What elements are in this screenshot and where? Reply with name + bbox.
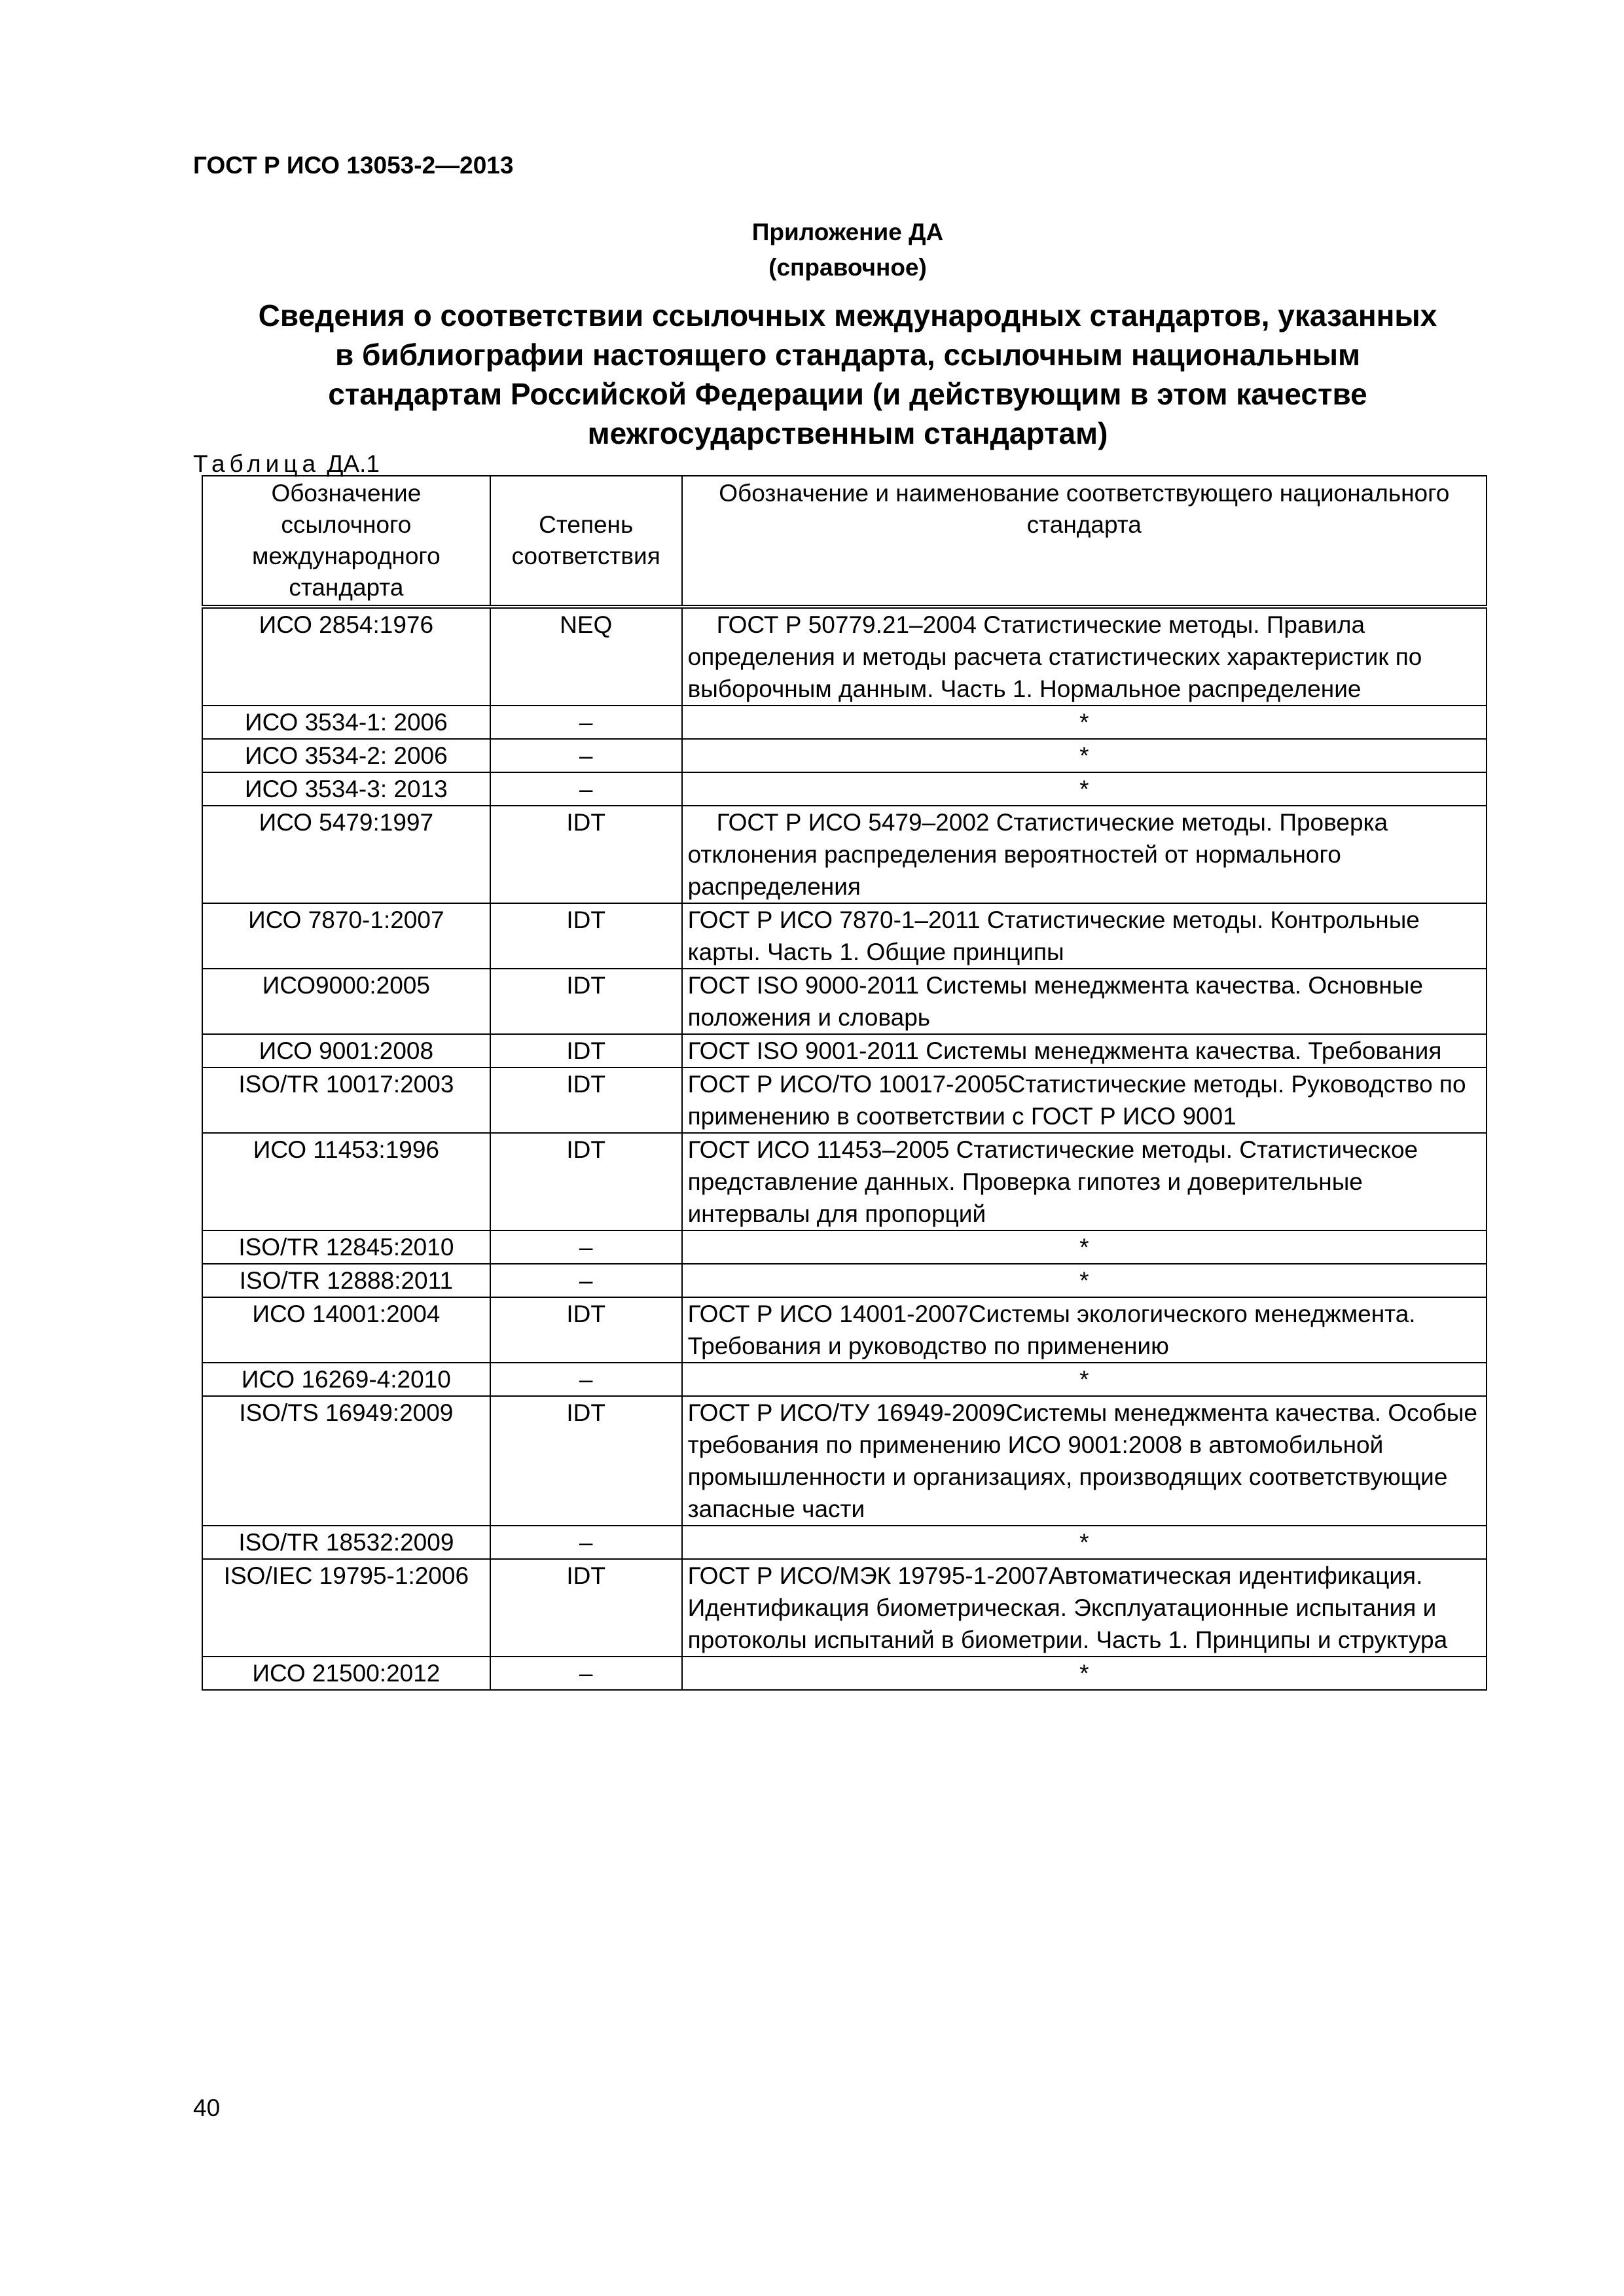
cell-international-designation: ИСО 14001:2004 (202, 1297, 490, 1363)
standard-code-header: ГОСТ Р ИСО 13053-2—2013 (193, 152, 514, 179)
cell-degree-of-correspondence: – (490, 1230, 682, 1264)
cell-degree-of-correspondence: IDT (490, 1396, 682, 1526)
cell-international-designation: ИСО 7870-1:2007 (202, 903, 490, 969)
correspondence-table (202, 475, 1487, 1691)
cell-degree-of-correspondence: – (490, 1363, 682, 1396)
cell-national-standard: * (682, 1657, 1487, 1690)
table-row (202, 1526, 1487, 1559)
cell-international-designation: ИСО 5479:1997 (202, 806, 490, 903)
cell-national-standard: ГОСТ Р ИСО/ТУ 16949-2009Системы менеджмента качества. Особые требования по применению ИСО 9001:2008 в автомобильной промышленности и организациях, производящих соответствующие запасные части (682, 1396, 1487, 1526)
table-row (202, 1133, 1487, 1230)
table-row (202, 903, 1487, 969)
cell-national-standard: * (682, 739, 1487, 772)
cell-degree-of-correspondence: IDT (490, 1297, 682, 1363)
cell-national-standard: ГОСТ Р 50779.21–2004 Статистические методы. Правила определения и методы расчета статистических характеристик по выборочным данным. Часть 1. Нормальное распределение (682, 607, 1487, 706)
cell-national-standard: ГОСТ ISO 9001-2011 Системы менеджмента качества. Требования (682, 1034, 1487, 1067)
cell-national-standard: * (682, 1264, 1487, 1297)
cell-international-designation: ИСО 3534-1: 2006 (202, 706, 490, 739)
page-number: 40 (193, 2094, 221, 2121)
header-degree: Степень соответствия (490, 476, 682, 607)
cell-international-designation: ISO/TS 16949:2009 (202, 1396, 490, 1526)
cell-international-designation: ИСО 2854:1976 (202, 607, 490, 706)
table-row (202, 1396, 1487, 1526)
cell-international-designation: ISO/TR 18532:2009 (202, 1526, 490, 1559)
table-caption-number: ДА.1 (327, 450, 380, 477)
cell-national-standard: ГОСТ ИСО 11453–2005 Статистические методы. Статистическое представление данных. Проверка гипотез и доверительные интервалы для пропорций (682, 1133, 1487, 1230)
table-row (202, 772, 1487, 806)
cell-degree-of-correspondence: – (490, 1264, 682, 1297)
cell-degree-of-correspondence: NEQ (490, 607, 682, 706)
cell-degree-of-correspondence: IDT (490, 1067, 682, 1133)
cell-degree-of-correspondence: IDT (490, 1034, 682, 1067)
cell-degree-of-correspondence: IDT (490, 1133, 682, 1230)
cell-international-designation: ISO/TR 10017:2003 (202, 1067, 490, 1133)
table-caption-prefix: Таблица (193, 450, 321, 477)
cell-degree-of-correspondence: – (490, 1657, 682, 1690)
header-national-standard: Обозначение и наименование соответствующего национального стандарта (682, 476, 1487, 607)
cell-international-designation: ИСО 3534-2: 2006 (202, 739, 490, 772)
table-row (202, 607, 1487, 706)
table-row (202, 1657, 1487, 1690)
document-title-line: стандартам Российской Федерации (и действующим в этом качестве (328, 377, 1367, 411)
cell-international-designation: ИСО9000:2005 (202, 969, 490, 1034)
cell-national-standard: ГОСТ Р ИСО/МЭК 19795-1-2007Автоматическая идентификация. Идентификация биометрическая. Эксплуатационные испытания и протоколы испытаний в биометрии. Часть 1. Принципы и структура (682, 1559, 1487, 1657)
appendix-title: Приложение ДА (751, 219, 944, 245)
cell-degree-of-correspondence: – (490, 772, 682, 806)
cell-international-designation: ИСО 11453:1996 (202, 1133, 490, 1230)
cell-national-standard: * (682, 1526, 1487, 1559)
table-row (202, 1230, 1487, 1264)
header-designation: Обозначение ссылочного международного стандарта (202, 476, 490, 607)
cell-national-standard: ГОСТ Р ИСО 14001-2007Системы экологического менеджмента. Требования и руководство по применению (682, 1297, 1487, 1363)
table-row (202, 739, 1487, 772)
table-header-row (202, 476, 1487, 607)
cell-national-standard: ГОСТ Р ИСО 7870-1–2011 Статистические методы. Контрольные карты. Часть 1. Общие принципы (682, 903, 1487, 969)
table-row (202, 969, 1487, 1034)
cell-degree-of-correspondence: – (490, 739, 682, 772)
cell-international-designation: ISO/IEC 19795-1:2006 (202, 1559, 490, 1657)
cell-national-standard: * (682, 772, 1487, 806)
cell-international-designation: ИСО 16269-4:2010 (202, 1363, 490, 1396)
cell-international-designation: ИСО 3534-3: 2013 (202, 772, 490, 806)
cell-national-standard: * (682, 706, 1487, 739)
cell-degree-of-correspondence: – (490, 706, 682, 739)
table-row (202, 1297, 1487, 1363)
cell-degree-of-correspondence: IDT (490, 1559, 682, 1657)
document-title-line: в библиографии настоящего стандарта, ссылочным национальным (334, 338, 1361, 372)
cell-national-standard: * (682, 1230, 1487, 1264)
table-row (202, 1559, 1487, 1657)
cell-degree-of-correspondence: IDT (490, 903, 682, 969)
table-row (202, 1264, 1487, 1297)
document-title-line: межгосударственным стандартам) (587, 416, 1108, 450)
table-body (202, 607, 1487, 1690)
appendix-subtitle: (справочное) (768, 254, 927, 281)
document-title-line: Сведения о соответствии ссылочных международных стандартов, указанных (258, 298, 1437, 332)
cell-degree-of-correspondence: – (490, 1526, 682, 1559)
cell-national-standard: ГОСТ Р ИСО/ТО 10017-2005Статистические методы. Руководство по применению в соответствии с ГОСТ Р ИСО 9001 (682, 1067, 1487, 1133)
cell-national-standard: ГОСТ Р ИСО 5479–2002 Статистические методы. Проверка отклонения распределения вероятностей от нормального распределения (682, 806, 1487, 903)
table-row (202, 1363, 1487, 1396)
table-row (202, 1034, 1487, 1067)
cell-international-designation: ИСО 21500:2012 (202, 1657, 490, 1690)
cell-international-designation: ИСО 9001:2008 (202, 1034, 490, 1067)
cell-international-designation: ISO/TR 12845:2010 (202, 1230, 490, 1264)
document-title (0, 296, 1624, 453)
table-row (202, 1067, 1487, 1133)
cell-national-standard: ГОСТ ISO 9000-2011 Системы менеджмента качества. Основные положения и словарь (682, 969, 1487, 1034)
cell-degree-of-correspondence: IDT (490, 969, 682, 1034)
cell-degree-of-correspondence: IDT (490, 806, 682, 903)
table-row (202, 706, 1487, 739)
appendix-heading (0, 215, 1624, 285)
cell-national-standard: * (682, 1363, 1487, 1396)
cell-international-designation: ISO/TR 12888:2011 (202, 1264, 490, 1297)
table-row (202, 806, 1487, 903)
table-caption (193, 450, 380, 478)
